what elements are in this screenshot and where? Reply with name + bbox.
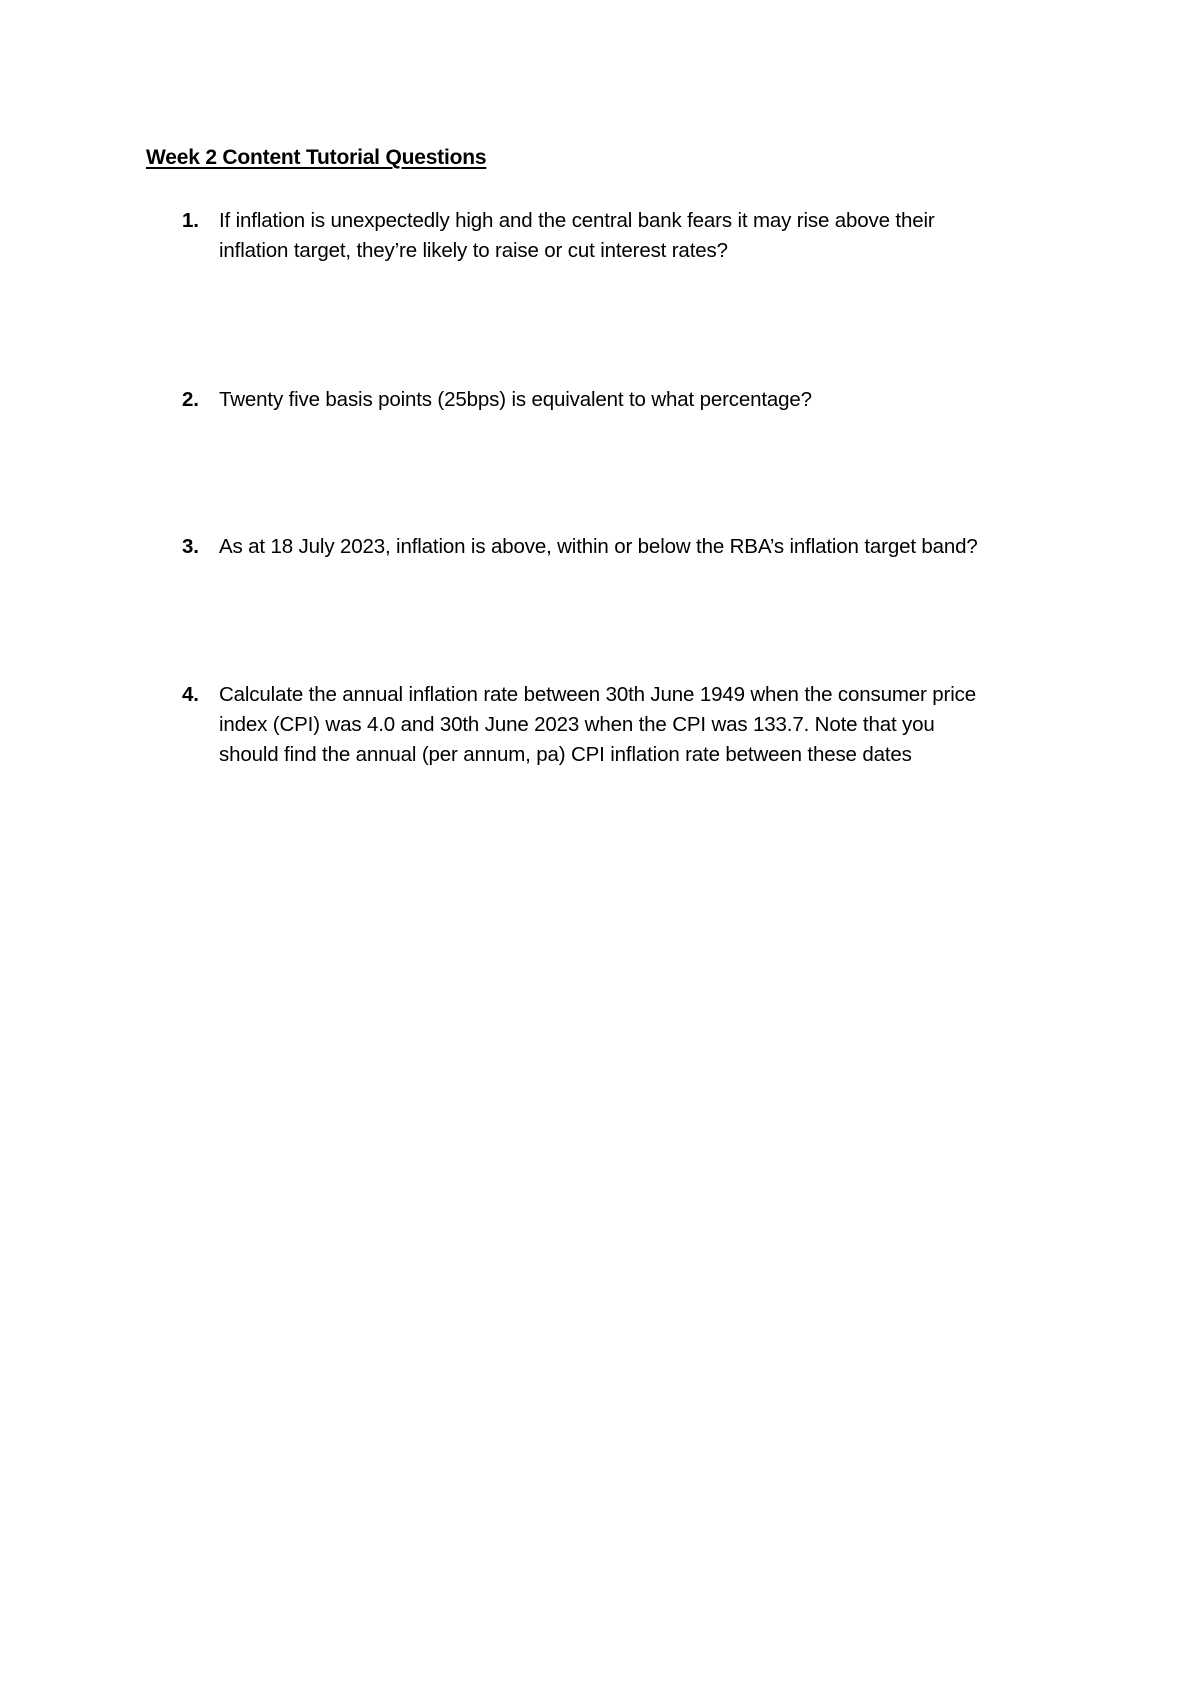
question-1 <box>182 206 1082 266</box>
question-number: 2. <box>182 388 199 411</box>
question-2 <box>182 385 1082 415</box>
question-3 <box>182 532 1082 562</box>
question-number: 1. <box>182 209 199 232</box>
document-title: Week 2 Content Tutorial Questions <box>146 146 487 169</box>
question-text <box>219 680 1082 770</box>
question-text <box>219 206 1082 266</box>
question-text-line: If inflation is unexpectedly high and the central bank fears it may rise above their <box>219 209 935 232</box>
question-text-line: Calculate the annual inflation rate between 30th June 1949 when the consumer price <box>219 683 976 706</box>
question-text <box>219 532 1082 562</box>
question-text-line: inflation target, they’re likely to raise or cut interest rates? <box>219 239 728 262</box>
question-4 <box>182 680 1082 770</box>
question-text-line: As at 18 July 2023, inflation is above, within or below the RBA’s inflation target band? <box>219 535 978 558</box>
question-text-line: index (CPI) was 4.0 and 30th June 2023 when the CPI was 133.7. Note that you <box>219 713 935 736</box>
question-number: 3. <box>182 535 199 558</box>
question-text-line: should find the annual (per annum, pa) CPI inflation rate between these dates <box>219 743 912 766</box>
question-text-line: Twenty five basis points (25bps) is equivalent to what percentage? <box>219 388 812 411</box>
question-number: 4. <box>182 683 199 706</box>
question-text <box>219 385 1082 415</box>
